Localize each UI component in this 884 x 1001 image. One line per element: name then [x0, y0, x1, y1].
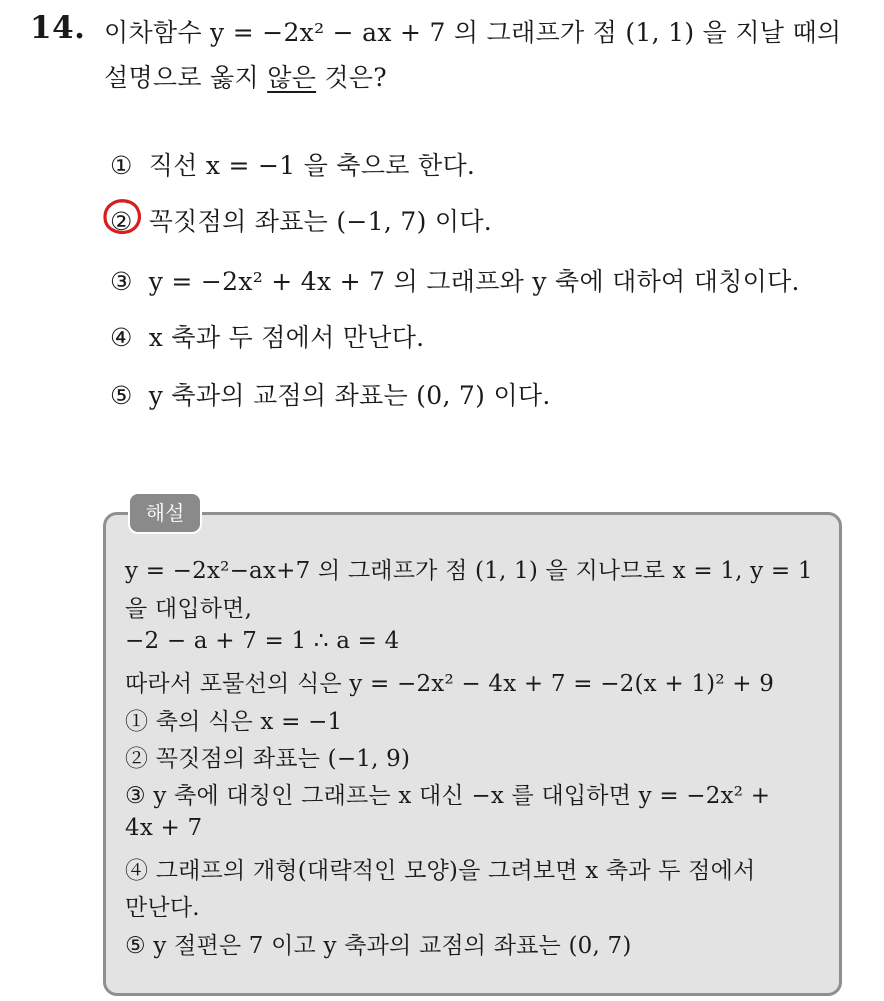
solution-line: −2 − a + 7 = 1 ∴ a = 4 [125, 628, 400, 654]
solution-line: ① 축의 식은 x = −1 [125, 709, 343, 735]
solution-line: ② 꼭짓점의 좌표는 (−1, 9) [125, 746, 411, 772]
choice-number: ② [110, 207, 133, 236]
choice-number: ① [110, 151, 133, 180]
choice-4[interactable] [110, 318, 424, 354]
answer-mark-stroke [105, 201, 139, 233]
choice-number: ⑤ [110, 381, 133, 410]
choice-5[interactable] [110, 376, 551, 412]
solution-line: ⑤ y 절편은 7 이고 y 축과의 교점의 좌표는 (0, 7) [125, 933, 632, 959]
choice-text: 꼭짓점의 좌표는 (−1, 7) 이다. [148, 207, 493, 236]
question-text-line-2 [104, 58, 387, 94]
choice-1[interactable] [110, 146, 475, 182]
solution-line: 만난다. [125, 895, 200, 921]
solution-line: ③ y 축에 대칭인 그래프는 x 대신 −x 를 대입하면 y = −2x² + [125, 783, 771, 809]
choice-number: ④ [110, 323, 133, 352]
solution-line: 따라서 포물선의 식은 y = −2x² − 4x + 7 = −2(x + 1)² + 9 [125, 671, 775, 697]
choice-2[interactable] [110, 202, 492, 238]
underlined-emphasis: 않은 [267, 63, 317, 92]
choice-text: x 축과 두 점에서 만난다. [148, 323, 425, 352]
choice-text: 직선 x = −1 을 축으로 한다. [148, 151, 476, 180]
solution-line: ④ 그래프의 개형(대략적인 모양)을 그려보면 x 축과 두 점에서 [125, 858, 756, 884]
question-text-part: 설명으로 옳지 [104, 63, 268, 92]
solution-line: y = −2x²−ax+7 의 그래프가 점 (1, 1) 을 지나므로 x = 1, y = 1 [125, 558, 813, 584]
question-text-part: 것은? [316, 63, 387, 92]
question-text-line-1: 이차함수 y = −2x² − ax + 7 의 그래프가 점 (1, 1) 을 지날 때의 [104, 18, 842, 47]
answer-mark-circle [99, 195, 147, 239]
solution-tag: 해설 [128, 492, 202, 534]
choice-3[interactable] [110, 262, 800, 298]
choice-text: y = −2x² + 4x + 7 의 그래프와 y 축에 대하여 대칭이다. [148, 267, 800, 296]
choice-text: y 축과의 교점의 좌표는 (0, 7) 이다. [148, 381, 551, 410]
choice-number: ③ [110, 267, 133, 296]
question-number: 14. [30, 10, 86, 46]
solution-line: 을 대입하면, [125, 596, 253, 622]
solution-line: 4x + 7 [125, 815, 203, 841]
